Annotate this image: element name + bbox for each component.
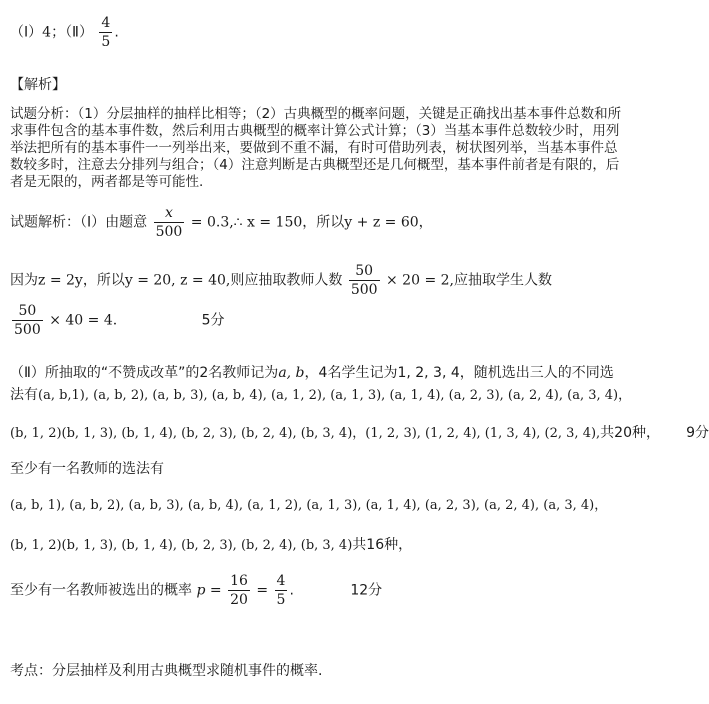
frac-den: 500 — [14, 322, 41, 338]
equation-x: = 0.3,∴ x = 150 — [190, 214, 303, 231]
score-5: 5分 — [201, 312, 225, 329]
answer-part1-label: （Ⅰ） — [10, 24, 43, 41]
answer-end: . — [114, 24, 119, 41]
frac-num: x — [154, 204, 185, 223]
fraction-50-500-b — [12, 302, 43, 339]
selection-list-3: (1, 2, 3), (1, 2, 4), (1, 3, 4), (2, 3, 4), — [365, 426, 601, 441]
count-20: 共20种， — [600, 425, 660, 441]
answer-separator: ； — [51, 24, 66, 41]
score-9: 9分 — [686, 425, 709, 441]
answer-part1-value: 4 — [42, 24, 52, 41]
jiexi-header: 【解析】 — [10, 77, 66, 93]
text-probability: 至少有一名教师被选出的概率 — [10, 582, 192, 599]
part2-line-2 — [10, 384, 631, 404]
frac-num: 4 — [276, 573, 286, 589]
frac-num: 50 — [349, 262, 380, 281]
text-students-count: 应抽取学生人数 — [453, 272, 552, 289]
comma: ， — [352, 426, 366, 441]
part2-line-7 — [10, 572, 382, 609]
text-teachers-count: 则应抽取教师人数 — [230, 272, 343, 289]
count-16: 共16种， — [352, 537, 413, 553]
teachers-ab: a, b — [278, 365, 305, 381]
equals: = — [256, 582, 269, 599]
solution-line-1 — [10, 204, 433, 241]
text-yinwei: 因为 — [10, 272, 38, 289]
frac-den: 5 — [276, 592, 286, 608]
period: . — [289, 582, 294, 599]
comma: ， — [618, 388, 632, 403]
fraction-50-500 — [349, 262, 380, 299]
text-suoyi: ，所以 — [302, 214, 345, 231]
answer-frac-den: 5 — [101, 34, 111, 50]
part2-line-6 — [10, 534, 412, 554]
prob-p: p = — [196, 582, 222, 599]
answer-part2-label: （Ⅱ） — [65, 24, 93, 41]
part2-intro: （Ⅱ）所抽取的“不赞成改革”的2名教师记为 — [10, 365, 279, 381]
selection-list-2: (b, 1, 2)(b, 1, 3), (b, 1, 4), (b, 2, 3), (b, 2, 4), (b, 3, 4) — [10, 426, 353, 441]
fraction-4-5 — [275, 572, 288, 609]
part2-intro-b: ，4名学生记为1, 2, 3, 4，随机选出三人的不同选 — [304, 365, 614, 381]
part2-line-4: 至少有一名教师的选法有 — [10, 461, 164, 477]
selection-list-1: (a, b,1), (a, b, 2), (a, b, 3), (a, b, 4), (a, 1, 2), (a, 1, 3), (a, 1, 4), (a, 2, 3), (a, 2, 4), (a, 3, 4) — [38, 388, 619, 403]
comma: ， — [594, 498, 608, 513]
text-suoyi-2: ，所以 — [82, 272, 125, 289]
answer-line — [10, 14, 119, 51]
equation-students: × 40 = 4. — [49, 312, 118, 329]
frac-den: 500 — [350, 282, 378, 298]
frac-num: 16 — [230, 573, 248, 589]
comma: ， — [418, 214, 433, 231]
teacher-selection-list-2: (b, 1, 2)(b, 1, 3), (b, 1, 4), (b, 2, 3), (b, 2, 4), (b, 3, 4) — [10, 538, 353, 553]
solution-intro: 试题解析：（Ⅰ）由题意 — [10, 214, 148, 231]
part2-line-3 — [10, 422, 709, 442]
answer-frac-num: 4 — [101, 15, 111, 31]
solution-line-2 — [10, 262, 552, 299]
fraction-x-500 — [154, 204, 185, 241]
equation-teachers: × 20 = 2, — [386, 272, 454, 289]
solution-line-3 — [10, 302, 225, 339]
score-12: 12分 — [350, 582, 383, 599]
analysis-paragraph: 试题分析：（1）分层抽样的抽样比相等；（2）古典概型的概率问题，关键是正确找出基本事件总数和所求事件包含的基本事件数，然后利用古典概型的概率计算公式计算；（3）当基本事件总数较少时，用列举法把所有的基本事件一一列举出来，要做到不重不漏，有时可借助列表，树状图列举，当基本事件总数较多时，注意去分排列与组合；（4）注意判断是古典概型还是几何概型，基本事件前者是有限的，后者是无限的，两者都是等可能性. — [10, 106, 622, 190]
equation-z2y: z = 2y — [38, 272, 83, 289]
fraction-16-20 — [228, 572, 250, 609]
frac-den: 500 — [155, 224, 183, 240]
part2-line-5 — [10, 494, 607, 513]
answer-fraction — [99, 14, 112, 51]
text-fayou: 法有 — [10, 387, 38, 403]
equation-yz-values: y = 20, z = 40, — [124, 272, 231, 289]
frac-den: 20 — [230, 592, 248, 608]
frac-num: 50 — [12, 302, 43, 321]
equation-yz: y + z = 60 — [344, 214, 419, 231]
part2-line-1 — [10, 362, 614, 382]
kaodian: 考点：分层抽样及利用古典概型求随机事件的概率. — [10, 663, 323, 679]
teacher-selection-list-1: (a, b, 1), (a, b, 2), (a, b, 3), (a, b, 4), (a, 1, 2), (a, 1, 3), (a, 1, 4), (a, 2, 3), (a, 2, 4), (a, 3, 4) — [10, 498, 595, 513]
